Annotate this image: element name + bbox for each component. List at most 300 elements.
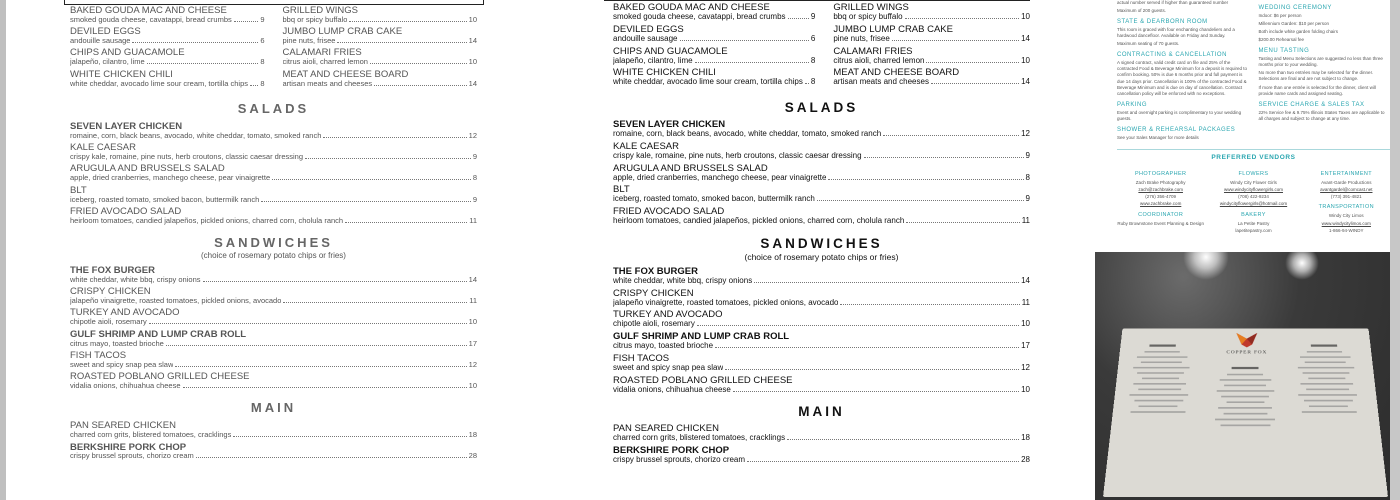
- menu-item: [70, 70, 265, 88]
- menu-item-price: 28: [1021, 455, 1030, 465]
- dot-leader: [175, 366, 466, 367]
- menu-item-name: JUMBO LUMP CRAB CAKE: [833, 23, 953, 35]
- menu-item: [613, 142, 1030, 161]
- vendor-detail: Avant-Garde Productions: [1321, 179, 1372, 185]
- menu-item-description: white cheddar, avocado lime sour cream, tortilla chips: [70, 79, 249, 88]
- dot-leader: [196, 457, 467, 458]
- dot-leader: [337, 42, 466, 43]
- blurred-text-line: [1130, 411, 1185, 413]
- menu-item-name: DEVILED EGGS: [70, 26, 141, 38]
- menu-item: [70, 6, 265, 24]
- menu-item-price: 8: [810, 77, 816, 87]
- menu-item-price: 9: [260, 14, 265, 24]
- starters-left-column: [613, 3, 815, 90]
- info-paragraph: Event and overnight parking is complimentary to your wedding guests.: [1117, 109, 1242, 121]
- vendor-link[interactable]: www.windycitylimos.com: [1321, 220, 1371, 226]
- blurred-text-line: [1137, 372, 1184, 374]
- menu-item: [613, 424, 1030, 443]
- page-edge: [1390, 0, 1400, 500]
- menu-item-line: [70, 16, 265, 24]
- vendor-detail: (708) 422-9234: [1238, 194, 1269, 200]
- menu-item-name: BLT: [613, 184, 630, 196]
- menu-item-price: 8: [260, 78, 265, 88]
- sandwiches-heading: SANDWICHES: [214, 234, 333, 250]
- menu-item: [70, 443, 477, 461]
- menu-item: [283, 48, 478, 66]
- menu-item-description: apple, dried cranberries, manchego cheese, pear vinaigrette: [613, 173, 827, 182]
- dot-leader: [183, 387, 467, 388]
- menu-item-description: andouille sausage: [70, 37, 131, 46]
- vendor-detail: La Petite Pastry: [1237, 220, 1270, 226]
- blurred-text-line: [1306, 389, 1349, 391]
- menu-item-name: GRILLED WINGS: [833, 2, 909, 13]
- dot-leader: [166, 345, 467, 346]
- dot-leader: [349, 21, 466, 22]
- info-paragraph: If more than one entrée is selected for the dinner, client will provide name cards and assigned seating.: [1258, 84, 1376, 96]
- dot-leader: [305, 158, 471, 159]
- menu-item-description: smoked gouda cheese, cavatappi, bread crumbs: [70, 15, 232, 24]
- menu-item-name: BERKSHIRE PORK CHOP: [70, 441, 187, 453]
- menu-item: [833, 68, 1030, 87]
- menu-item-price: 10: [1021, 384, 1030, 394]
- menu-item-price: 12: [468, 130, 477, 140]
- menu-item-description: apple, dried cranberries, manchego cheese, pear vinaigrette: [70, 174, 271, 183]
- menu-item-name: CRISPY CHICKEN: [613, 287, 694, 299]
- dot-leader: [817, 200, 1024, 201]
- blurred-text-line: [1138, 405, 1177, 407]
- menu-item-description: jalapeño, cilantro, lime: [613, 56, 693, 65]
- menu-item-price: 10: [1021, 55, 1030, 65]
- menu-item-price: 6: [260, 36, 265, 46]
- menu-item-name: THE FOX BURGER: [70, 264, 155, 276]
- sandwiches-list: [613, 267, 1030, 395]
- menu-item-description: artisan meats and cheeses: [282, 79, 373, 88]
- menu-item-name: BLT: [70, 184, 87, 196]
- menu-item-price: 18: [1021, 433, 1030, 443]
- menu-item-description: vidalia onions, chihuahua cheese: [70, 382, 181, 391]
- vendor-detail: Windy City Limos: [1328, 213, 1364, 219]
- menu-item: [613, 164, 1030, 183]
- menu-item-price: 28: [468, 451, 477, 461]
- dot-leader: [149, 323, 467, 324]
- dot-leader: [680, 40, 809, 41]
- info-paragraph: See your Sales Manager for more details: [1117, 134, 1199, 140]
- blurred-text-line: [1309, 405, 1348, 407]
- blurred-heading: [1311, 345, 1337, 347]
- menu-item-name: KALE CAESAR: [613, 140, 679, 152]
- menu-item-name: TURKEY AND AVOCADO: [613, 309, 723, 321]
- menu-item: [70, 48, 265, 66]
- menu-item-name: FRIED AVOCADO SALAD: [613, 206, 725, 218]
- dot-leader: [695, 62, 809, 63]
- info-paragraph: 22% Service fee & 9.75% Illinois States Taxes are applicable to all charges and subject to change at any time.: [1258, 109, 1385, 121]
- menu-item: [613, 185, 1030, 204]
- menu-item-description: bbq or spicy buffalo: [833, 12, 903, 21]
- menu-item-description: romaine, corn, black beans, avocado, white cheddar, tomato, smoked ranch: [613, 130, 882, 139]
- blurred-text-line: [1129, 394, 1188, 396]
- menu-item: [283, 6, 478, 24]
- menu-item-price: 8: [810, 55, 816, 65]
- info-heading: PARKING: [1117, 101, 1148, 108]
- blurred-text-line: [1133, 383, 1186, 385]
- menu-item-price: 10: [468, 14, 477, 24]
- dot-leader: [203, 281, 467, 282]
- blurred-text-line: [1307, 351, 1342, 352]
- dot-leader: [147, 63, 259, 64]
- menu-item-description: crispy brussel sprouts, chorizo cream: [613, 456, 746, 465]
- menu-item: [613, 354, 1030, 373]
- vendor-category: FLOWERS: [1238, 170, 1269, 177]
- menu-item-description: sweet and spicy snap pea slaw: [613, 363, 724, 372]
- menu-item-line: [70, 196, 477, 204]
- dot-leader: [733, 391, 1019, 392]
- menu-item: [70, 287, 477, 305]
- menu-item: [70, 27, 265, 45]
- menu-item-price: 14: [468, 274, 477, 284]
- menu-item-description: crispy kale, romaine, pine nuts, herb croutons, classic caesar dressing: [613, 151, 862, 160]
- menu-item-name: PAN SEARED CHICKEN: [70, 420, 176, 432]
- vendor-category: PHOTOGRAPHER: [1134, 170, 1187, 177]
- menu-item-description: chipotle aioli, rosemary: [613, 320, 695, 329]
- wedding-info-sheet: [1095, 0, 1400, 252]
- menu-item: [70, 143, 477, 161]
- menu-item-line: [283, 80, 478, 88]
- menu-item-price: 11: [469, 215, 477, 225]
- menu-item-price: 9: [1025, 150, 1030, 160]
- vendor-detail: (276) 356-4709: [1145, 194, 1177, 200]
- menu-item-price: 14: [1021, 77, 1030, 87]
- blurred-text-line: [1301, 411, 1356, 413]
- menu-item-description: iceberg, roasted tomato, smoked bacon, buttermilk ranch: [70, 195, 260, 204]
- menu-item-price: 10: [468, 57, 477, 67]
- vendor-link[interactable]: www.zachbrake.com: [1140, 201, 1182, 207]
- dot-leader: [697, 325, 1019, 326]
- info-paragraph: Both include white garden folding chairs: [1258, 29, 1339, 35]
- menu-item-name: ARUGULA AND BRUSSELS SALAD: [70, 163, 225, 175]
- brand-name: COPPER FOX: [1226, 350, 1268, 355]
- menu-item-description: smoked gouda cheese, cavatappi, bread crumbs: [613, 12, 786, 21]
- info-column-right: [1259, 0, 1391, 143]
- dot-leader: [788, 18, 809, 19]
- menu-item-name: KALE CAESAR: [70, 142, 136, 154]
- blurred-text-line: [1304, 400, 1353, 402]
- dot-leader: [233, 436, 466, 437]
- menu-item-name: DEVILED EGGS: [613, 23, 684, 35]
- sandwiches-heading: SANDWICHES: [760, 235, 883, 251]
- main-heading: MAIN: [250, 400, 297, 416]
- dot-leader: [747, 461, 1019, 462]
- blurred-text-line: [1223, 413, 1267, 415]
- menu-item-name: CHIPS AND GUACAMOLE: [613, 45, 728, 57]
- menu-item-price: 17: [468, 338, 477, 348]
- dot-leader: [725, 369, 1019, 370]
- dot-leader: [883, 135, 1019, 136]
- menu-item-name: GULF SHRIMP AND LUMP CRAB ROLL: [70, 328, 247, 340]
- menu-item: [613, 267, 1030, 286]
- blurred-text-line: [1216, 390, 1274, 392]
- dot-leader: [906, 222, 1019, 223]
- menu-item-line: [70, 217, 477, 225]
- main-heading: MAIN: [798, 404, 845, 420]
- menu-item-description: romaine, corn, black beans, avocado, white cheddar, tomato, smoked ranch: [70, 131, 322, 140]
- menu-item-name: BERKSHIRE PORK CHOP: [613, 445, 730, 457]
- menu-item-description: vidalia onions, chihuahua cheese: [613, 385, 731, 394]
- menu-item-line: [70, 431, 477, 439]
- menu-item-name: WHITE CHICKEN CHILI: [70, 68, 173, 80]
- menu-item: [70, 186, 477, 204]
- blurred-text-line: [1215, 419, 1275, 421]
- info-paragraph: actual number served if higher than guaranteed number: [1117, 0, 1229, 5]
- menu-item-description: jalapeño vinaigrette, roasted tomatoes, pickled onions, avocado: [613, 298, 839, 307]
- menu-item-description: artisan meats and cheeses: [833, 78, 929, 87]
- menu-item-line: [70, 174, 477, 182]
- menu-item-line: [283, 16, 478, 24]
- menu-item: [613, 310, 1030, 329]
- dot-leader: [272, 179, 471, 180]
- menu-item-line: [613, 152, 1030, 161]
- blurred-text-line: [1300, 356, 1351, 357]
- menu-item-price: 11: [1021, 216, 1030, 226]
- info-paragraph: Maximum seating of 70 guests.: [1117, 41, 1180, 47]
- menu-item: [613, 289, 1030, 308]
- menu-item-line: [833, 13, 1030, 22]
- info-heading: STATE & DEARBORN ROOM: [1117, 19, 1208, 26]
- blurred-text-line: [1219, 379, 1271, 381]
- menu-item-name: MEAT AND CHEESE BOARD: [833, 67, 960, 79]
- menu-item-description: sweet and spicy snap pea slaw: [70, 360, 174, 369]
- menu-item: [70, 122, 477, 140]
- blurred-text-line: [1224, 385, 1266, 387]
- menu-item-name: FISH TACOS: [613, 352, 670, 364]
- vendor-link[interactable]: www.windycityflowergirls.com: [1223, 187, 1283, 193]
- main-list: [613, 424, 1030, 465]
- paper-column: [1123, 342, 1194, 417]
- menu-item-name: GRILLED WINGS: [282, 5, 358, 16]
- dot-leader: [840, 304, 1019, 305]
- main-list: [70, 421, 477, 460]
- menu-item-price: 18: [468, 430, 477, 440]
- menu-item-line: [613, 57, 815, 66]
- menu-item-price: 9: [810, 11, 816, 21]
- menu-item-name: BAKED GOUDA MAC AND CHEESE: [70, 5, 227, 16]
- menu-item-description: citrus aioli, charred lemon: [833, 56, 925, 65]
- menu-item-description: white cheddar, white bbq, crispy onions: [613, 276, 753, 285]
- starters-right-column: [833, 3, 1030, 90]
- menu-item-description: charred corn grits, blistered tomatoes, cracklings: [613, 434, 786, 443]
- menu-item: [70, 308, 477, 326]
- menu-item-price: 11: [1021, 297, 1030, 307]
- menu-item: [283, 70, 478, 88]
- menu-item-description: pine nuts, frisee: [282, 37, 336, 46]
- menu-item-description: citrus aioli, charred lemon: [282, 58, 368, 67]
- menu-item: [833, 25, 1030, 44]
- menu-item-price: 9: [472, 194, 477, 204]
- sandwiches-subtitle: (choice of rosemary potato chips or fries): [201, 250, 346, 260]
- menu-item-description: jalapeño, cilantro, lime: [70, 58, 145, 67]
- blurred-text-line: [1297, 367, 1353, 369]
- menu-item-line: [70, 318, 477, 326]
- vendor-column: [1117, 167, 1204, 234]
- menu-item: [70, 266, 477, 284]
- menu-item-price: 10: [1021, 319, 1030, 329]
- menu-item-name: ARUGULA AND BRUSSELS SALAD: [613, 162, 768, 174]
- menu-photo: [1095, 252, 1390, 500]
- menu-item-price: 9: [1025, 194, 1030, 204]
- divider-rule: [1117, 149, 1390, 150]
- menu-item-name: SEVEN LAYER CHICKEN: [70, 120, 183, 132]
- vendor-detail: Zach Brake Photography: [1135, 179, 1186, 185]
- blurred-text-line: [1133, 367, 1189, 369]
- dot-leader: [926, 62, 1019, 63]
- menu-item-line: [613, 299, 1030, 308]
- menu-item-description: crispy kale, romaine, pine nuts, herb croutons, classic caesar dressing: [70, 153, 304, 162]
- menu-item-name: WHITE CHICKEN CHILI: [613, 67, 716, 79]
- menu-item-price: 8: [472, 173, 477, 183]
- blurred-text-line: [1218, 407, 1272, 409]
- menu-item-description: white cheddar, white bbq, crispy onions: [70, 275, 201, 284]
- menu-item-line: [613, 35, 815, 44]
- menu-item-description: citrus mayo, toasted brioche: [70, 339, 164, 348]
- menu-item-name: CRISPY CHICKEN: [70, 286, 151, 298]
- menu-item-price: 10: [468, 317, 477, 327]
- info-column-left: [1117, 0, 1249, 143]
- menu-item-description: charred corn grits, blistered tomatoes, cracklings: [70, 431, 232, 440]
- info-paragraph: This room is graced with four enchanting chandeliers and a hardwood dancefloor. Available on Friday and Sunday.: [1117, 27, 1235, 39]
- menu-item: [613, 376, 1030, 395]
- dot-leader: [323, 137, 466, 138]
- menu-item-price: 14: [468, 78, 477, 88]
- info-paragraph: No more than two entrées may be selected for the dinner. Selections are final and are not subject to change.: [1258, 70, 1374, 82]
- menu-item-price: 14: [1021, 275, 1030, 285]
- blurred-text-line: [1300, 383, 1353, 385]
- menu-item-name: THE FOX BURGER: [613, 265, 698, 277]
- sandwiches-list: [70, 266, 477, 390]
- menu-item: [70, 421, 477, 439]
- dot-leader: [370, 63, 467, 64]
- menu-item-line: [70, 361, 477, 369]
- menu-item: [613, 120, 1030, 139]
- menu-item-price: 17: [1021, 341, 1030, 351]
- dot-leader: [892, 40, 1019, 41]
- info-heading: CONTRACTING & CANCELLATION: [1117, 52, 1227, 59]
- menu-item-name: SEVEN LAYER CHICKEN: [613, 119, 726, 131]
- info-heading: MENU TASTING: [1258, 48, 1310, 55]
- menu-item-line: [70, 80, 265, 88]
- menu-item: [613, 332, 1030, 351]
- vendor-category: COORDINATOR: [1138, 211, 1184, 218]
- blurred-text-line: [1136, 356, 1187, 357]
- menu-item-name: CALAMARI FRIES: [833, 45, 913, 57]
- starters-right-column: [283, 6, 478, 91]
- menu-item-line: [613, 130, 1030, 139]
- blurred-text-line: [1144, 351, 1179, 352]
- menu-item-description: pine nuts, frisee: [833, 34, 890, 43]
- dot-leader: [931, 83, 1019, 84]
- blurred-text-line: [1138, 389, 1181, 391]
- menu-item-line: [833, 35, 1030, 44]
- blurred-text-line: [1298, 394, 1357, 396]
- menu-item-description: andouille sausage: [613, 34, 678, 43]
- preferred-vendors-heading: PREFERRED VENDORS: [1211, 153, 1296, 161]
- salads-heading: SALADS: [237, 100, 310, 116]
- menu-item-name: GULF SHRIMP AND LUMP CRAB ROLL: [613, 331, 790, 343]
- info-paragraph: $200.00 Rehearsal fee: [1258, 37, 1305, 43]
- vendor-column: [1303, 167, 1390, 234]
- menu-item: [70, 330, 477, 348]
- menu-item: [70, 372, 477, 390]
- menu-item-name: FISH TACOS: [70, 349, 127, 361]
- menu-item: [70, 351, 477, 369]
- menu-item-name: TURKEY AND AVOCADO: [70, 307, 180, 319]
- info-paragraph: A signed contract, valid credit card on file and 25% of the contracted Food & Beverage Minimum for a deposit is required to confirm booking. 50% is due 6 months prior and full payment is due 14 days prior. Cancellation is 100% of the contracted Food & Beverage Minimum and is due on day of cancellation. Contract cancellation policy will be enforced with no exceptions.: [1117, 60, 1248, 96]
- menu-item-line: [70, 382, 477, 390]
- menu-item-description: chipotle aioli, rosemary: [70, 318, 147, 327]
- menu-item-price: 14: [468, 36, 477, 46]
- starters-grid: [70, 0, 477, 91]
- vendor-category: ENTERTAINMENT: [1320, 170, 1373, 177]
- starters-left-column: [70, 6, 265, 91]
- paper-column: [1292, 342, 1363, 417]
- header-box-frame: [604, 0, 1030, 1]
- vendor-category: BAKERY: [1241, 211, 1266, 218]
- vendor-detail: Ruby Brownstone Event Planning & Design: [1117, 220, 1204, 226]
- vendor-detail: (773) 391-4821: [1330, 194, 1362, 200]
- salads-list: [70, 122, 477, 225]
- blurred-heading: [1149, 345, 1175, 347]
- vendor-link[interactable]: zach@zachbrake.com: [1138, 187, 1183, 193]
- menu-item: [833, 3, 1030, 22]
- printed-menu-paper: [1103, 329, 1388, 497]
- menu-item-line: [613, 386, 1030, 395]
- blurred-text-line: [1134, 400, 1183, 402]
- menu-item-name: PAN SEARED CHICKEN: [613, 423, 719, 435]
- menu-item-name: ROASTED POBLANO GRILLED CHEESE: [613, 374, 793, 386]
- menu-item-line: [70, 132, 477, 140]
- dot-leader: [374, 85, 467, 86]
- dot-leader: [805, 83, 809, 84]
- dot-leader: [864, 157, 1024, 158]
- menu-item-line: [70, 297, 477, 305]
- vendor-category: TRANSPORTATION: [1318, 204, 1375, 211]
- menu-item-line: [70, 58, 265, 66]
- menu-item-line: [613, 277, 1030, 286]
- menu-item: [70, 207, 477, 225]
- menu-page-scan-faded: [0, 0, 543, 500]
- dot-leader: [261, 201, 471, 202]
- menu-item-line: [613, 364, 1030, 373]
- menu-item-name: MEAT AND CHEESE BOARD: [282, 68, 409, 80]
- blurred-heading: [1232, 367, 1259, 369]
- menu-item-name: ROASTED POBLANO GRILLED CHEESE: [70, 371, 250, 383]
- dot-leader: [905, 18, 1020, 19]
- blurred-text-line: [1141, 362, 1182, 364]
- menu-item: [613, 207, 1030, 226]
- info-heading: SHOWER & REHEARSAL PACKAGES: [1117, 126, 1236, 133]
- menu-item-description: crispy brussel sprouts, chorizo cream: [70, 452, 194, 461]
- vendor-detail: 1-866-94-WINDY: [1329, 227, 1364, 233]
- menu-item-name: CHIPS AND GUACAMOLE: [70, 47, 185, 59]
- info-paragraph: Maximum of 200 guests.: [1117, 8, 1167, 14]
- vendors-grid: [1117, 167, 1390, 234]
- menu-item-line: [283, 37, 478, 45]
- vendor-link[interactable]: windycityflowergirls@hotmail.com: [1219, 201, 1288, 207]
- salads-list: [613, 120, 1030, 226]
- dot-leader: [715, 347, 1019, 348]
- vendor-link[interactable]: avantgardel@comcast.net: [1320, 187, 1373, 193]
- menu-item-line: [70, 452, 477, 460]
- menu-item-price: 12: [1021, 362, 1030, 372]
- menu-item-line: [613, 13, 815, 22]
